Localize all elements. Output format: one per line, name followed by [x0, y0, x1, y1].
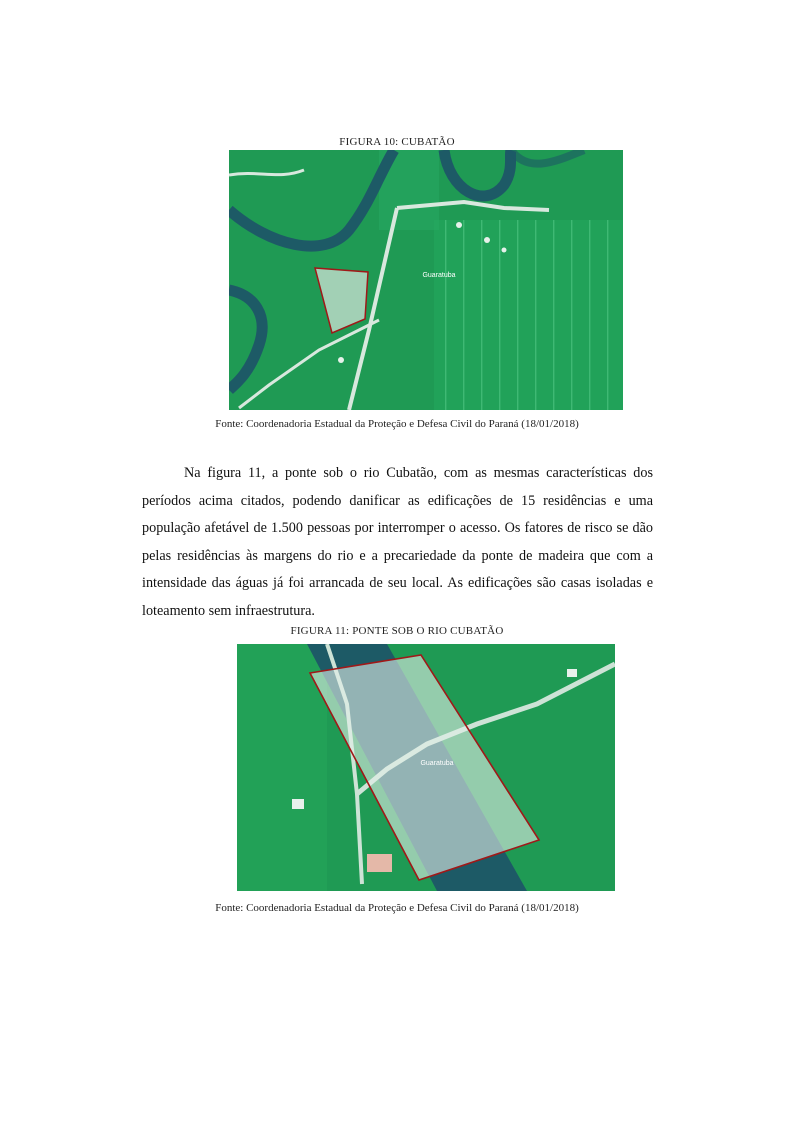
- map-place-label: Guaratuba: [422, 272, 456, 279]
- figure-11-satellite-map: [237, 644, 615, 891]
- figure-11-caption: FIGURA 11: PONTE SOB O RIO CUBATÃO: [290, 625, 504, 637]
- figure-10-source: Fonte: Coordenadoria Estadual da Proteção e Defesa Civil do Paraná (18/01/2018): [215, 418, 579, 430]
- map-place-label: Guaratuba: [420, 760, 454, 767]
- body-paragraph: Na figura 11, a ponte sob o rio Cubatão, com as mesmas características dos períodos acima citados, podendo danificar as edificações de 15 residências e uma população afetável de 1.500 pessoas por interromper o acesso. Os fatores de risco se dão pelas residências às margens do rio e a precariedade da ponte de madeira que com a intensidade das águas já foi arrancada de seu local. As edificações são casas isoladas e loteamento sem infraestrutura.: [142, 465, 653, 619]
- figure-10-satellite-map: [229, 150, 623, 410]
- figure-10-caption: FIGURA 10: CUBATÃO: [339, 136, 455, 148]
- figure-11-source: Fonte: Coordenadoria Estadual da Proteção e Defesa Civil do Paraná (18/01/2018): [215, 902, 579, 914]
